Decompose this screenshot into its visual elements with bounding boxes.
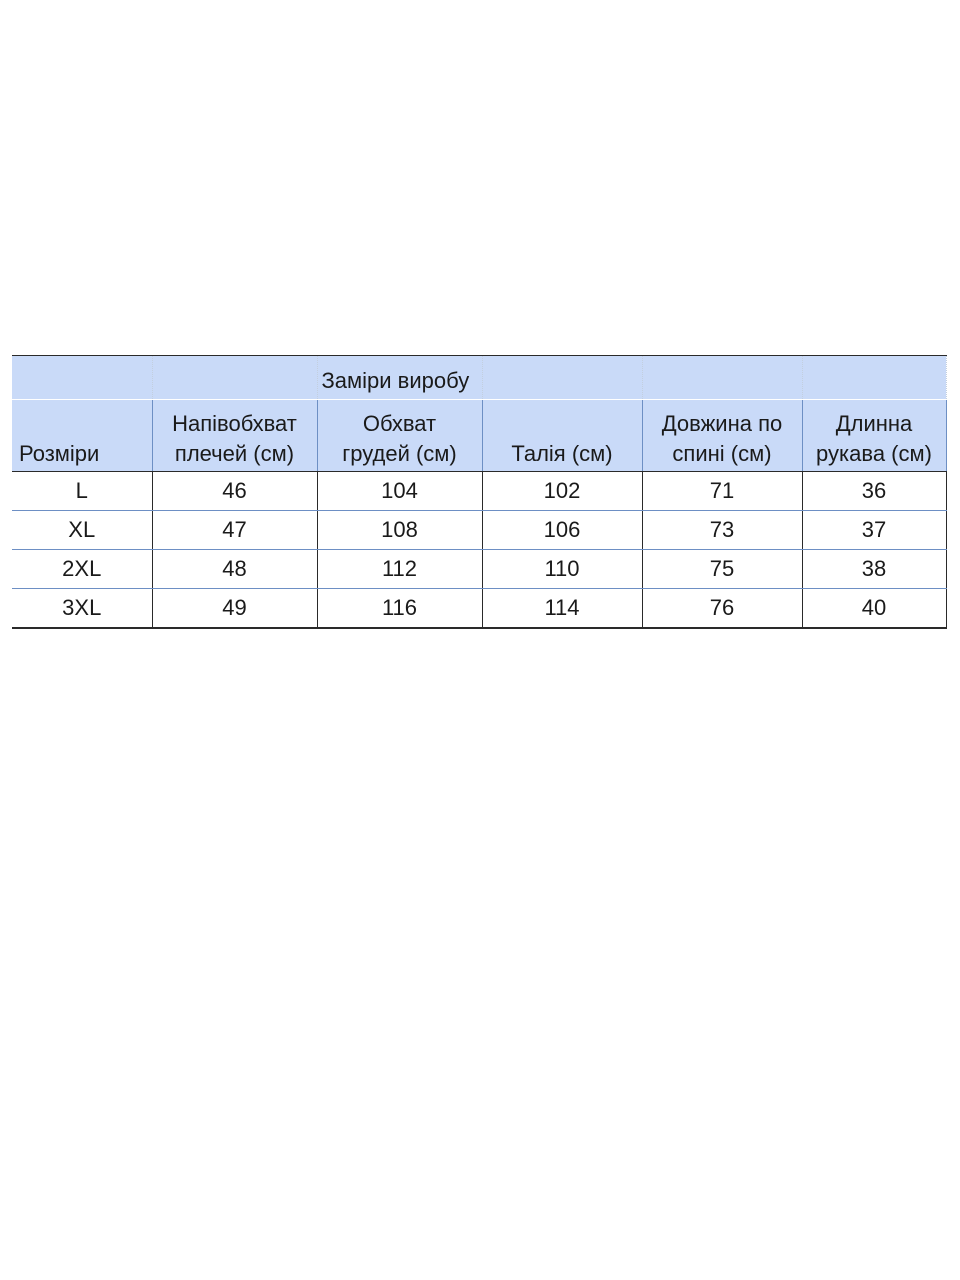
value-cell: 73: [642, 511, 802, 550]
header-back-length: [642, 400, 802, 472]
value-cell: 47: [152, 511, 317, 550]
table-row: [12, 550, 946, 589]
header-label: Талія (см): [511, 441, 613, 466]
table-row: [12, 472, 946, 511]
header-label: Обхват грудей (см): [342, 411, 457, 466]
size-cell: XL: [12, 511, 152, 550]
size-table: [12, 355, 947, 629]
value-cell: 114: [482, 589, 642, 629]
value-cell: 48: [152, 550, 317, 589]
table-row: [12, 589, 946, 629]
value-cell: 106: [482, 511, 642, 550]
value-cell: 108: [317, 511, 482, 550]
header-shoulders: [152, 400, 317, 472]
value-cell: 75: [642, 550, 802, 589]
value-cell: 116: [317, 589, 482, 629]
header-chest: [317, 400, 482, 472]
value-cell: 76: [642, 589, 802, 629]
value-cell: 102: [482, 472, 642, 511]
table-title: Заміри виробу: [317, 356, 482, 400]
title-spacer-cell: [482, 356, 642, 400]
title-spacer-cell: [802, 356, 946, 400]
size-cell: 2XL: [12, 550, 152, 589]
size-chart: [12, 355, 946, 622]
value-cell: 37: [802, 511, 946, 550]
header-sizes: [12, 400, 152, 472]
title-row: [12, 356, 946, 400]
value-cell: 49: [152, 589, 317, 629]
header-label: Розміри: [19, 441, 100, 466]
value-cell: 40: [802, 589, 946, 629]
value-cell: 112: [317, 550, 482, 589]
title-spacer-cell: [642, 356, 802, 400]
header-waist: [482, 400, 642, 472]
header-row: [12, 400, 946, 472]
value-cell: 36: [802, 472, 946, 511]
size-cell: 3XL: [12, 589, 152, 629]
value-cell: 38: [802, 550, 946, 589]
title-spacer-cell: [12, 356, 152, 400]
table-row: [12, 511, 946, 550]
header-label: Напівобхват плечей (см): [172, 411, 297, 466]
header-label: Довжина по спині (см): [661, 411, 783, 466]
value-cell: 71: [642, 472, 802, 511]
title-spacer-cell: [152, 356, 317, 400]
header-label: Длинна рукава (см): [816, 411, 932, 466]
size-cell: L: [12, 472, 152, 511]
header-sleeve-length: [802, 400, 946, 472]
value-cell: 110: [482, 550, 642, 589]
value-cell: 46: [152, 472, 317, 511]
value-cell: 104: [317, 472, 482, 511]
